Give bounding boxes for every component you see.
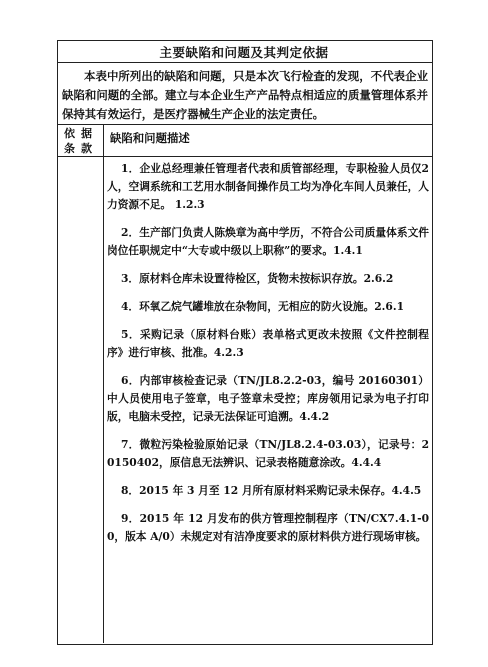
defect-item: 8．2015 年 3 月至 12 月所有原材料采购记录未保存。4.4.5 <box>121 484 422 497</box>
header-divider <box>57 156 433 157</box>
basis-header-line2: 条款 <box>64 142 98 155</box>
title-divider <box>57 62 433 63</box>
defect-list <box>107 160 429 556</box>
defect-item: 5．采购记录（原材料台账）表单格式更改未按照《文件控制程序》进行审核、批准。4.2.3 <box>107 328 429 359</box>
defect-item: 6．内部审核检查记录（TN/JL8.2.2-03，编号 20160301）中人员使用电子签章，电子签章未受控；库房领用记录为电子打印版，电脑未受控，记录无法保证可追溯。4.4.2 <box>107 374 429 423</box>
defect-item: 7．微粒污染检验原始记录（TN/JL8.2.4-03.03），记录号：20150402，原信息无法辨识、记录表格随意涂改。4.4.4 <box>107 438 429 469</box>
column-divider <box>103 124 104 643</box>
defect-item: 2．生产部门负责人陈焕章为高中学历，不符合公司质量体系文件岗位任职规定中“大专或中级以上职称”的要求。1.4.1 <box>107 226 429 257</box>
basis-column-header <box>59 126 103 156</box>
intro-divider <box>57 124 433 125</box>
description-column-header: 缺陷和问题描述 <box>110 131 190 145</box>
defect-item: 1．企业总经理兼任管理者代表和质管部经理，专职检验人员仅2人，空调系统和工艺用水制备间操作员工均为净化车间人员兼任，人力资源不足。 1.2.3 <box>107 162 429 211</box>
intro-paragraph: 本表中所列出的缺陷和问题，只是本次飞行检查的发现，不代表企业缺陷和问题的全部。建立与本企业生产产品特点相适应的质量管理体系并保持其有效运行，是医疗器械生产企业的法定责任。 <box>62 69 428 121</box>
defect-item: 9．2015 年 12 月发布的供方管理控制程序（TN/CX7.4.1-00，版本 A/0）未规定对有洁净度要求的原材料供方进行现场审核。 <box>107 512 429 543</box>
basis-header-line1: 依据 <box>64 127 98 140</box>
defect-item: 3．原材料仓库未设置待检区，货物未按标识存放。2.6.2 <box>121 272 394 285</box>
document-title: 主要缺陷和问题及其判定依据 <box>159 45 329 60</box>
defect-item: 4．环氧乙烷气罐堆放在杂物间，无相应的防火设施。2.6.1 <box>121 300 405 313</box>
